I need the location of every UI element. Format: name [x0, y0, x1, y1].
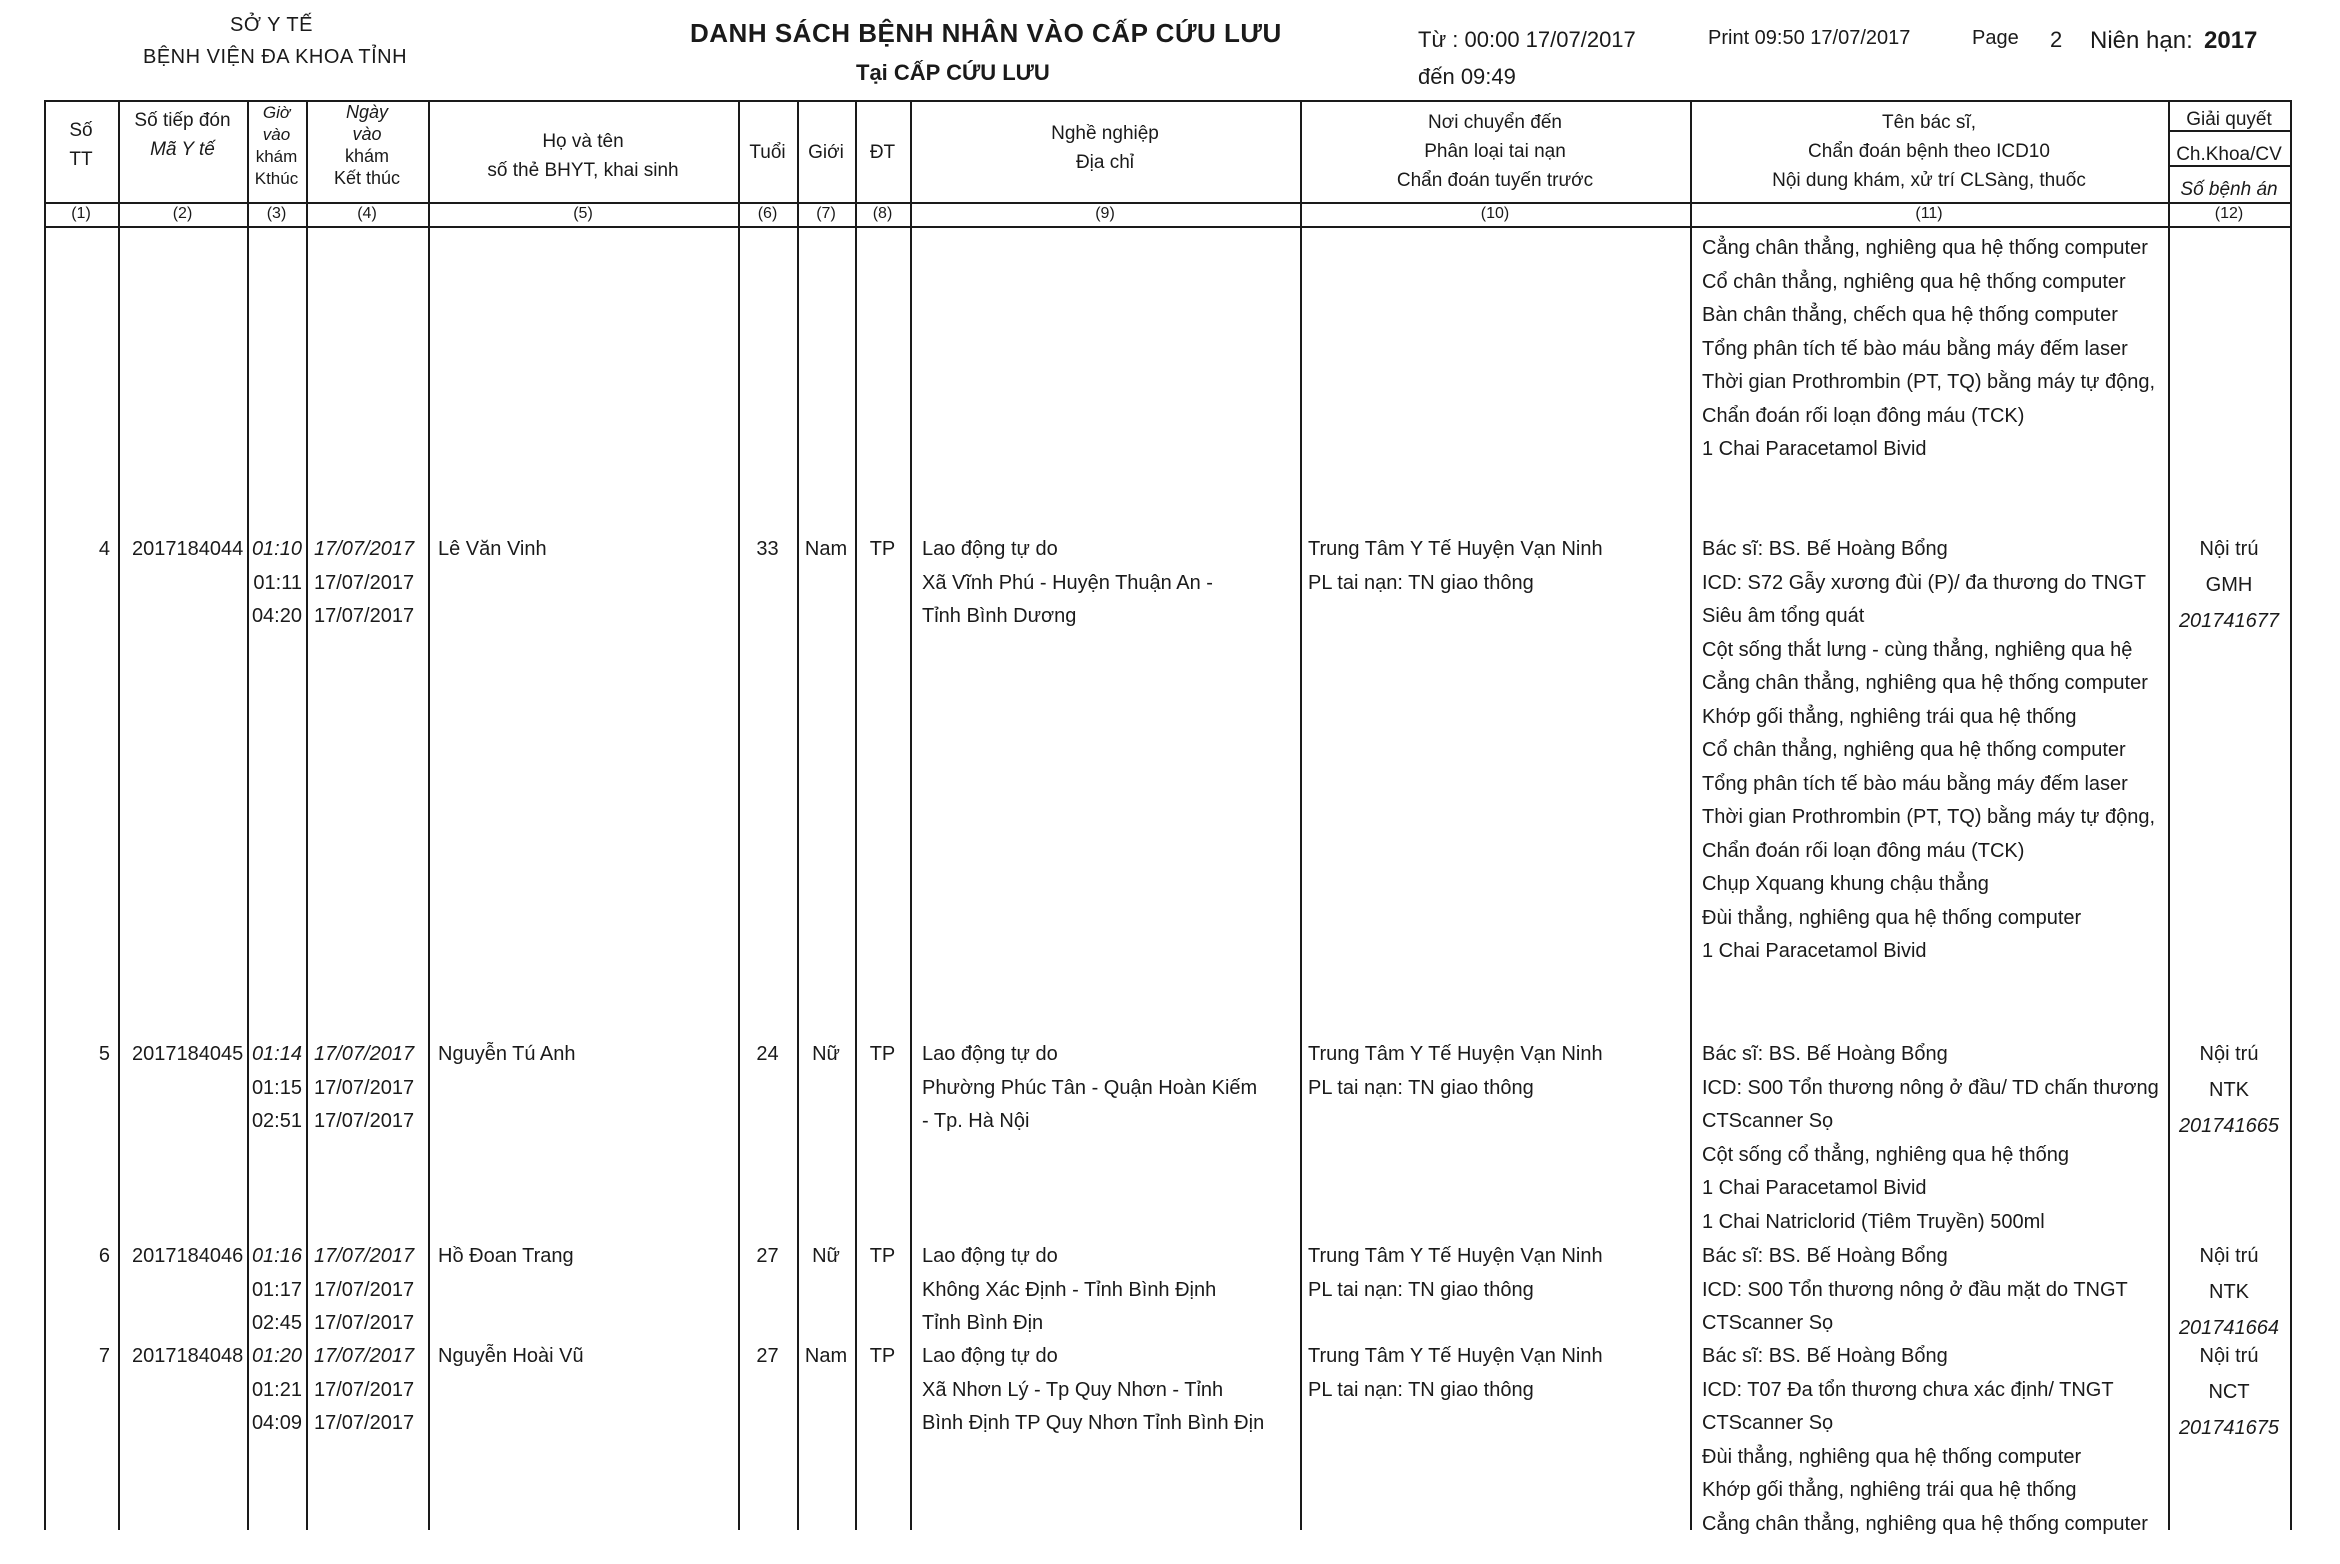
- row-gio: 01:15: [251, 1076, 302, 1099]
- row-stt: 6: [98, 1245, 110, 1267]
- column-divider-11: [1690, 100, 1692, 1530]
- row-kham-line: Đùi thẳng, nghiêng qua hệ thống computer: [1702, 1445, 2082, 1468]
- header-c11-line-3: Nội dung khám, xử trí CLSàng, thuốc: [1772, 170, 2086, 191]
- row-noi-chuyen: PL tai nạn: TN giao thông: [1308, 571, 1534, 594]
- column-number-4: (4): [357, 205, 377, 222]
- row-ho-ten: Nguyễn Hoài Vũ: [438, 1345, 584, 1367]
- row-kham-line: Bác sĩ: BS. Bế Hoàng Bổng: [1702, 1345, 1948, 1367]
- header-c11-line-1: Tên bác sĩ,: [1882, 112, 1976, 133]
- row-gioi: Nam: [804, 538, 848, 560]
- row-noi-chuyen: PL tai nạn: TN giao thông: [1308, 1378, 1534, 1401]
- page-number: 2: [2050, 27, 2063, 52]
- row-tuoi: 27: [756, 1245, 779, 1267]
- header-c1-line-2: TT: [69, 149, 93, 170]
- row-giai-quyet: Nội trú: [2199, 1245, 2259, 1267]
- row-so-tiep-don: 2017184048: [132, 1345, 244, 1367]
- row-gio: 02:45: [251, 1312, 302, 1334]
- row-stt: 7: [98, 1345, 110, 1367]
- row-nghe-nghiep: Lao động tự do: [922, 1345, 1058, 1367]
- row-gio: 01:14: [251, 1043, 302, 1065]
- row-gio: 02:51: [251, 1110, 302, 1132]
- row-kham-line: Cẳng chân thẳng, nghiêng qua hệ thống computer: [1702, 1512, 2148, 1535]
- carryover-line: Tổng phân tích tế bào máu bằng máy đếm laser: [1702, 337, 2128, 360]
- column-number-3: (3): [266, 205, 287, 222]
- column-number-8: (8): [872, 205, 893, 222]
- row-giai-quyet: GMH: [2205, 574, 2253, 596]
- row-kham-line: Thời gian Prothrombin (PT, TQ) bằng máy tự động,: [1702, 806, 2155, 828]
- header-c9-line-1: Nghề nghiệp: [1051, 123, 1159, 144]
- column-divider-4: [306, 100, 308, 1530]
- column-number-12: (12): [2214, 205, 2244, 222]
- row-tuoi: 24: [756, 1043, 779, 1065]
- row-nghe-nghiep: Lao động tự do: [922, 1043, 1058, 1065]
- header-c11-line-2: Chẩn đoán bệnh theo ICD10: [1808, 141, 2050, 162]
- row-ngay: 17/07/2017: [314, 571, 415, 594]
- column-number-6: (6): [757, 205, 778, 222]
- header-c2-line-1: Số tiếp đón: [134, 110, 231, 131]
- org-ministry: SỞ Y TẾ: [230, 14, 313, 36]
- row-dt: TP: [869, 1043, 896, 1065]
- row-ngay: 17/07/2017: [314, 1110, 415, 1132]
- column-divider-9: [910, 100, 912, 1530]
- header-c12-line-3: Số bệnh án: [2180, 179, 2278, 200]
- row-noi-chuyen: Trung Tâm Y Tế Huyện Vạn Ninh: [1308, 1043, 1603, 1065]
- header-c7-line-1: Giới: [808, 142, 844, 163]
- row-ngay: 17/07/2017: [314, 1345, 415, 1367]
- column-number-2: (2): [172, 205, 193, 222]
- page-title: DANH SÁCH BỆNH NHÂN VÀO CẤP CỨU LƯU: [690, 18, 1282, 48]
- row-ho-ten: Lê Văn Vinh: [438, 538, 547, 560]
- carryover-line: Cổ chân thẳng, nghiêng qua hệ thống computer: [1702, 270, 2126, 293]
- column-number-10: (10): [1480, 205, 1510, 222]
- header-c2-line-2: Mã Y tế: [150, 139, 215, 160]
- row-gio: 01:16: [251, 1245, 302, 1267]
- row-nghe-nghiep: Lao động tự do: [922, 1245, 1058, 1267]
- row-kham-line: Cẳng chân thẳng, nghiêng qua hệ thống computer: [1702, 672, 2148, 694]
- year-label: Niên hạn:: [2090, 27, 2193, 54]
- row-kham-line: Cột sống cổ thẳng, nghiêng qua hệ thống: [1702, 1143, 2069, 1166]
- column-number-7: (7): [816, 205, 836, 222]
- row-noi-chuyen: Trung Tâm Y Tế Huyện Vạn Ninh: [1308, 1345, 1603, 1367]
- row-giai-quyet: Nội trú: [2199, 1345, 2259, 1367]
- row-ngay: 17/07/2017: [314, 1076, 415, 1099]
- row-kham-line: 1 Chai Natriclorid (Tiêm Truyền) 500ml: [1702, 1210, 2045, 1233]
- row-kham-line: ICD: S00 Tổn thương nông ở đầu mặt do TNGT: [1702, 1278, 2128, 1301]
- row-tuoi: 27: [756, 1345, 779, 1367]
- header-c10-line-3: Chẩn đoán tuyến trước: [1396, 170, 1594, 191]
- row-so-tiep-don: 2017184044: [132, 538, 244, 560]
- row-kham-line: Chẩn đoán rối loạn đông máu (TCK): [1702, 839, 2025, 862]
- row-dt: TP: [869, 1345, 896, 1367]
- carryover-line: Cẳng chân thẳng, nghiêng qua hệ thống computer: [1702, 237, 2148, 259]
- row-kham-line: Bác sĩ: BS. Bế Hoàng Bổng: [1702, 1043, 1948, 1065]
- row-kham-line: ICD: S72 Gẫy xương đùi (P)/ đa thương do TNGT: [1702, 571, 2146, 594]
- row-ngay: 17/07/2017: [314, 1412, 415, 1434]
- row-ngay: 17/07/2017: [314, 1378, 415, 1401]
- row-dt: TP: [869, 1245, 896, 1267]
- header-c5-line-1: Họ và tên: [542, 131, 624, 152]
- row-kham-line: ICD: S00 Tổn thương nông ở đầu/ TD chấn thương: [1702, 1076, 2159, 1099]
- row-noi-chuyen: Trung Tâm Y Tế Huyện Vạn Ninh: [1308, 1245, 1603, 1267]
- row-noi-chuyen: PL tai nạn: TN giao thông: [1308, 1278, 1534, 1301]
- column-divider-7: [797, 100, 799, 1530]
- page-label: Page: [1972, 27, 2019, 49]
- date-range-to: đến 09:49: [1418, 64, 1516, 89]
- row-gio: 04:20: [251, 605, 302, 627]
- row-noi-chuyen: PL tai nạn: TN giao thông: [1308, 1076, 1534, 1099]
- header-c3-line-1: Giờ: [262, 103, 291, 122]
- row-ngay: 17/07/2017: [314, 1245, 415, 1267]
- row-kham-line: Chụp Xquang khung chậu thẳng: [1702, 873, 1989, 895]
- header-c12-line-1: Giải quyết: [2186, 109, 2272, 130]
- header-c4-line-3: khám: [344, 146, 389, 166]
- row-kham-line: Bác sĩ: BS. Bế Hoàng Bổng: [1702, 538, 1948, 560]
- row-stt: 5: [98, 1043, 110, 1065]
- row-kham-line: Đùi thẳng, nghiêng qua hệ thống computer: [1702, 906, 2082, 929]
- column-number-5: (5): [573, 205, 593, 222]
- row-gioi: Nam: [804, 1345, 848, 1367]
- row-giai-quyet: NTK: [2209, 1281, 2249, 1303]
- row-kham-line: Tổng phân tích tế bào máu bằng máy đếm laser: [1702, 772, 2128, 795]
- row-kham-line: ICD: T07 Đa tổn thương chưa xác định/ TNGT: [1702, 1378, 2114, 1401]
- header-c4-line-1: Ngày: [345, 102, 389, 122]
- row-gio: 01:20: [251, 1345, 302, 1367]
- row-ngay: 17/07/2017: [314, 1043, 415, 1065]
- row-giai-quyet: 201741665: [2178, 1115, 2280, 1137]
- column-number-11: (11): [1915, 205, 1943, 222]
- column-divider-2: [118, 100, 120, 1530]
- row-noi-chuyen: Trung Tâm Y Tế Huyện Vạn Ninh: [1308, 538, 1603, 560]
- row-giai-quyet: 201741664: [2178, 1317, 2280, 1339]
- row-gio: 01:21: [251, 1378, 302, 1401]
- org-hospital: BỆNH VIỆN ĐA KHOA TỈNH: [143, 46, 408, 68]
- row-gio: 04:09: [251, 1412, 302, 1434]
- column-divider-1: [44, 100, 46, 1530]
- row-nghe-nghiep: - Tp. Hà Nội: [922, 1110, 1030, 1132]
- row-nghe-nghiep: Phường Phúc Tân - Quận Hoàn Kiếm: [922, 1076, 1258, 1099]
- row-dt: TP: [869, 538, 896, 560]
- row-ngay: 17/07/2017: [314, 605, 415, 627]
- page-subtitle: Tại CẤP CỨU LƯU: [856, 60, 1050, 85]
- column-divider-8: [855, 100, 857, 1530]
- number-row-rule: [44, 226, 2290, 228]
- header-c3-line-2: vào: [262, 125, 291, 144]
- row-so-tiep-don: 2017184046: [132, 1245, 244, 1267]
- row-ngay: 17/07/2017: [314, 1278, 415, 1301]
- row-stt: 4: [98, 538, 110, 560]
- date-range-from: Từ : 00:00 17/07/2017: [1418, 27, 1636, 52]
- row-kham-line: Cột sống thắt lưng - cùng thẳng, nghiêng qua hệ: [1702, 638, 2133, 661]
- carryover-line: Chẩn đoán rối loạn đông máu (TCK): [1702, 404, 2025, 427]
- column-divider-13: [2290, 100, 2292, 1530]
- row-gio: 01:11: [253, 571, 302, 594]
- row-gio: 01:10: [251, 538, 302, 560]
- row-ho-ten: Hồ Đoan Trang: [438, 1245, 574, 1267]
- row-kham-line: Siêu âm tổng quát: [1702, 605, 1865, 627]
- row-kham-line: 1 Chai Paracetamol Bivid: [1702, 940, 1927, 962]
- row-kham-line: CTScanner Sọ: [1702, 1412, 1834, 1434]
- header-c4-line-2: vào: [352, 124, 382, 144]
- header-c6-line-1: Tuổi: [749, 142, 786, 163]
- row-so-tiep-don: 2017184045: [132, 1043, 244, 1065]
- carryover-line: 1 Chai Paracetamol Bivid: [1702, 438, 1927, 460]
- column-divider-10: [1300, 100, 1302, 1530]
- row-kham-line: CTScanner Sọ: [1702, 1110, 1834, 1132]
- row-nghe-nghiep: Xã Vĩnh Phú - Huyện Thuận An -: [922, 571, 1213, 594]
- row-giai-quyet: NTK: [2209, 1079, 2249, 1101]
- row-nghe-nghiep: Bình Định TP Quy Nhơn Tỉnh Bình Địn: [922, 1412, 1265, 1434]
- header-c8-line-1: ĐT: [869, 142, 896, 163]
- row-tuoi: 33: [756, 538, 779, 560]
- header-c4-line-4: Kết thúc: [333, 168, 401, 188]
- row-nghe-nghiep: Tỉnh Bình Địn: [922, 1312, 1044, 1334]
- row-kham-line: Bác sĩ: BS. Bế Hoàng Bổng: [1702, 1245, 1948, 1267]
- column-divider-6: [738, 100, 740, 1530]
- column-divider-5: [428, 100, 430, 1530]
- header-c3-line-4: Kthúc: [254, 169, 299, 188]
- row-gioi: Nữ: [812, 1043, 840, 1065]
- row-giai-quyet: Nội trú: [2199, 1043, 2259, 1065]
- row-ngay: 17/07/2017: [314, 538, 415, 560]
- carryover-line: Bàn chân thẳng, chếch qua hệ thống computer: [1702, 304, 2118, 326]
- header-c10-line-1: Nơi chuyển đến: [1428, 112, 1562, 133]
- header-bottom-rule: [44, 202, 2290, 204]
- row-gio: 01:17: [251, 1278, 302, 1301]
- row-nghe-nghiep: Lao động tự do: [922, 538, 1058, 560]
- row-kham-line: 1 Chai Paracetamol Bivid: [1702, 1177, 1927, 1199]
- print-timestamp: Print 09:50 17/07/2017: [1708, 27, 1911, 49]
- row-kham-line: Khớp gối thẳng, nghiêng trái qua hệ thống: [1702, 1479, 2077, 1501]
- row-nghe-nghiep: Không Xác Định - Tỉnh Bình Định: [922, 1278, 1217, 1301]
- row-nghe-nghiep: Tỉnh Bình Dương: [922, 605, 1077, 627]
- row-ngay: 17/07/2017: [314, 1312, 415, 1334]
- header-c10-line-2: Phân loại tai nạn: [1424, 141, 1566, 162]
- row-gioi: Nữ: [812, 1245, 840, 1267]
- column-number-9: (9): [1095, 205, 1115, 222]
- column-number-1: (1): [71, 205, 91, 222]
- header-c12-line-2: Ch.Khoa/CV: [2176, 144, 2282, 165]
- header-c3-line-3: khám: [255, 147, 298, 166]
- year-value: 2017: [2204, 27, 2258, 54]
- row-kham-line: Cổ chân thẳng, nghiêng qua hệ thống computer: [1702, 739, 2126, 761]
- header-c9-line-2: Địa chỉ: [1075, 152, 1135, 173]
- row-kham-line: Khớp gối thẳng, nghiêng trái qua hệ thống: [1702, 705, 2077, 728]
- row-giai-quyet: Nội trú: [2199, 538, 2259, 560]
- row-ho-ten: Nguyễn Tú Anh: [438, 1043, 576, 1065]
- header-c1-line-1: Số: [69, 120, 93, 141]
- carryover-line: Thời gian Prothrombin (PT, TQ) bằng máy tự động,: [1702, 371, 2155, 393]
- header-c5-line-2: số thẻ BHYT, khai sinh: [487, 160, 679, 181]
- row-giai-quyet: 201741677: [2178, 610, 2280, 632]
- row-giai-quyet: NCT: [2208, 1381, 2250, 1403]
- row-giai-quyet: 201741675: [2178, 1417, 2280, 1439]
- row-kham-line: CTScanner Sọ: [1702, 1312, 1834, 1334]
- row-nghe-nghiep: Xã Nhơn Lý - Tp Quy Nhơn - Tỉnh: [922, 1378, 1224, 1401]
